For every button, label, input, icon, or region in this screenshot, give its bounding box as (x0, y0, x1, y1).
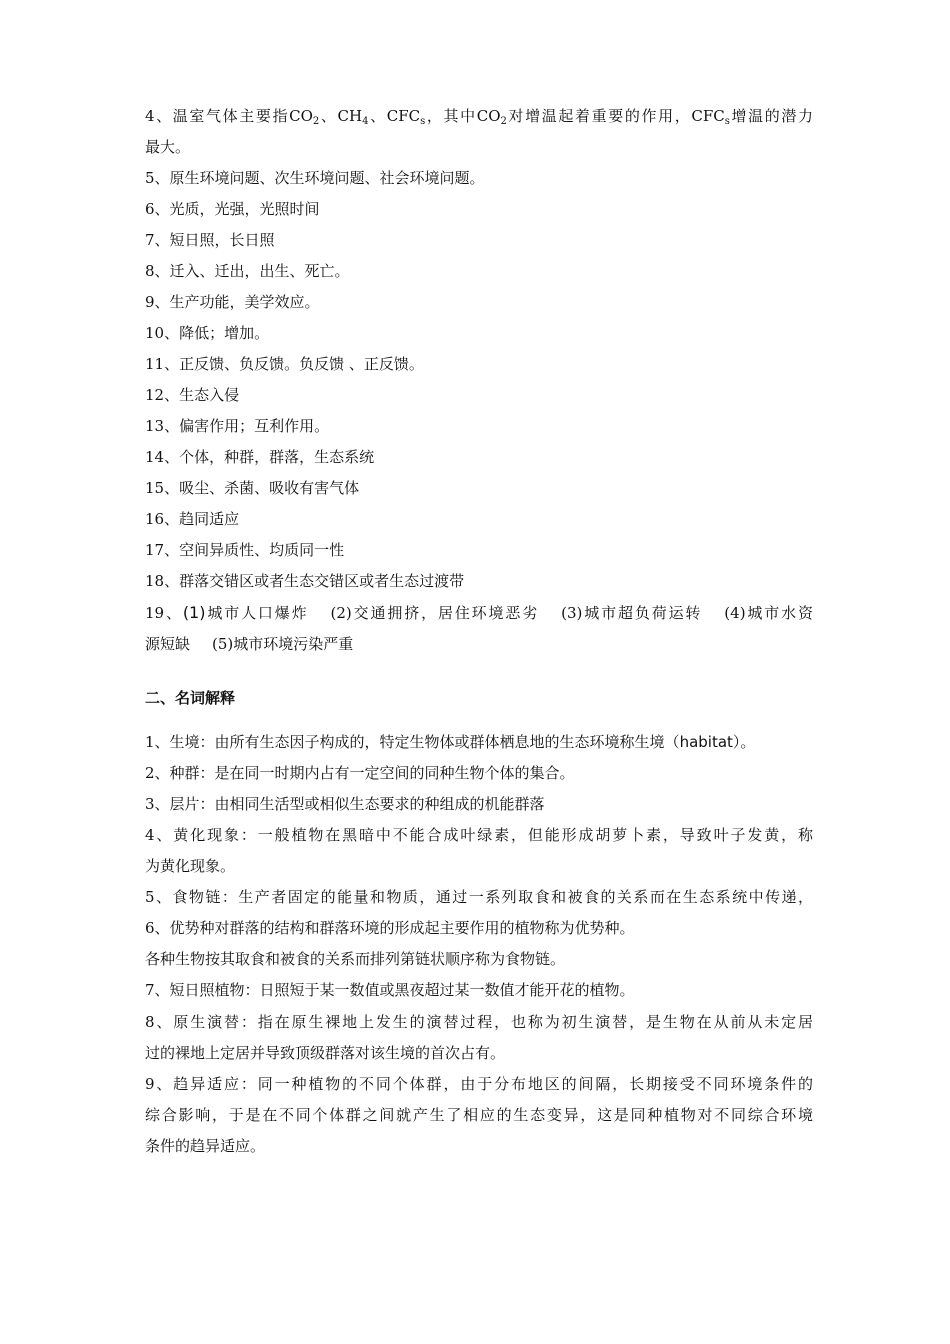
definition-4-line-2: 为黄化现象。 (145, 857, 236, 875)
text: (4)城市水资 (724, 604, 813, 622)
text: 、CFC (368, 107, 421, 125)
answer-17: 17、空间异质性、均质同一性 (145, 541, 345, 559)
text: ，其中CO (425, 107, 501, 125)
subscript: s (724, 116, 730, 127)
answer-6: 6、光质，光强，光照时间 (145, 200, 320, 218)
text: 对增温起着重要的作用，CFC (506, 107, 725, 125)
definition-1 (145, 732, 813, 752)
answer-15: 15、吸尘、杀菌、吸收有害气体 (145, 479, 360, 497)
answer-18: 18、群落交错区或者生态交错区或者生态过渡带 (145, 572, 465, 590)
definition-2: 2、种群：是在同一时期内占有一定空间的同种生物个体的集合。 (145, 764, 575, 782)
answer-4-line-2: 最大。 (145, 138, 191, 156)
answer-9: 9、生产功能，美学效应。 (145, 293, 320, 311)
text: 增温的潜力 (729, 107, 813, 125)
answer-14: 14、个体，种群，群落，生态系统 (145, 448, 375, 466)
answer-11: 11、正反馈、负反馈。负反馈 、正反馈。 (145, 355, 424, 373)
item-number: 19、 (145, 604, 183, 622)
text: ）。 (732, 733, 756, 751)
answer-5: 5、原生环境问题、次生环境问题、社会环境问题。 (145, 169, 485, 187)
text: 1、生境：由所有生态因子构成的，特定生物体或群体栖息地的生态环境称生境（ (145, 733, 680, 751)
latin-term: habitat (679, 733, 733, 751)
definition-4-line-1: 4、黄化现象：一般植物在黑暗中不能合成叶绿素，但能形成胡萝卜素，导致叶子发黄，称 (145, 826, 813, 844)
text: 、CH (319, 107, 363, 125)
definition-3: 3、层片：由相同生活型或相似生态要求的种组成的机能群落 (145, 795, 545, 813)
definition-9-line-3: 条件的趋异适应。 (145, 1137, 266, 1155)
answer-4-line-1 (145, 106, 813, 126)
answer-13: 13、偏害作用；互利作用。 (145, 417, 330, 435)
answer-19-line-1 (145, 603, 813, 623)
answer-8: 8、迁入、迁出，出生、死亡。 (145, 262, 350, 280)
definition-9-line-2: 综合影响，于是在不同个体群之间就产生了相应的生态变异，这是同种植物对不同综合环境 (145, 1106, 813, 1124)
text: 源短缺 (145, 635, 191, 653)
text: (5)城市环境污染严重 (212, 635, 354, 653)
answer-7: 7、短日照，长日照 (145, 231, 275, 249)
definition-5: 5、食物链：生产者固定的能量和物质，通过一系列取食和被食的关系而在生态系统中传递， (145, 888, 813, 906)
text: (1) (182, 603, 206, 622)
definition-7: 7、短日照植物：日照短于某一数值或黑夜超过某一数值才能开花的植物。 (145, 981, 635, 999)
definition-8-line-2: 过的裸地上定居并导致顶级群落对该生境的首次占有。 (145, 1044, 506, 1062)
subscript: 2 (312, 116, 320, 127)
answer-16: 16、趋同适应 (145, 510, 240, 528)
text: 城市人口爆炸 (205, 604, 309, 622)
definition-9-line-1: 9、趋异适应：同一种植物的不同个体群，由于分布地区的间隔，长期接受不同环境条件的 (145, 1075, 813, 1093)
subscript: 4 (362, 116, 369, 127)
text: (3)城市超负荷运转 (561, 604, 703, 622)
definition-6: 6、优势种对群落的结构和群落环境的形成起主要作用的植物称为优势种。 (145, 919, 635, 937)
definition-5-continued: 各种生物按其取食和被食的关系而排列第链状顺序称为食物链。 (145, 950, 566, 968)
definition-8-line-1: 8、原生演替：指在原生裸地上发生的演替过程，也称为初生演替，是生物在从前从未定居 (145, 1013, 813, 1031)
answer-19-line-2 (145, 634, 813, 654)
subscript: 2 (500, 116, 507, 127)
text: (2)交通拥挤，居住环境恶劣 (330, 604, 540, 622)
section-heading: 二、名词解释 (145, 689, 236, 707)
answer-12: 12、生态入侵 (145, 386, 240, 404)
subscript: s (420, 116, 426, 127)
text: 4、温室气体主要指CO (145, 107, 313, 125)
answer-10: 10、降低；增加。 (145, 324, 270, 342)
